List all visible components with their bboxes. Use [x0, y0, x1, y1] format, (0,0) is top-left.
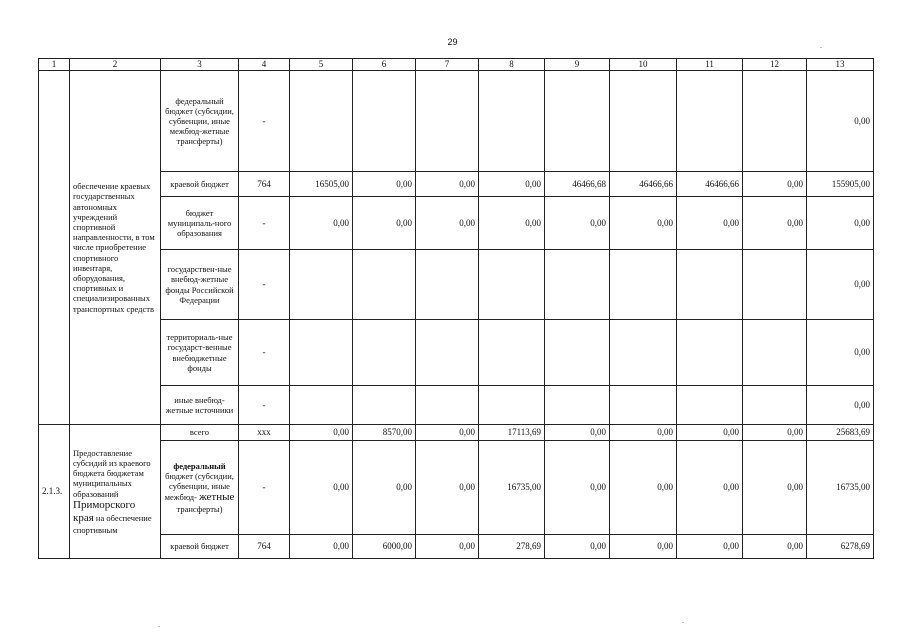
page-number: 29 [447, 37, 458, 47]
value-cell: 0,00 [416, 535, 479, 559]
value-cell [545, 71, 610, 172]
value-cell [610, 320, 677, 386]
table-row [39, 197, 874, 250]
code-cell: - [239, 441, 290, 535]
value-cell [610, 386, 677, 425]
header-cell: 12 [743, 59, 807, 71]
value-cell: 0,00 [677, 425, 743, 441]
header-cell: 8 [479, 59, 545, 71]
value-cell: 0,00 [479, 197, 545, 250]
value-cell [416, 250, 479, 320]
value-cell: 0,00 [677, 535, 743, 559]
value-cell: 0,00 [353, 197, 416, 250]
table-row [39, 172, 874, 197]
funding-source-cell: государствен-ные внебюд-жетные фонды Российской Федерации [161, 250, 239, 320]
header-cell: 1 [39, 59, 70, 71]
funding-source-part: бюджет (субсидии, субвенции, иные межбюд- [164, 470, 234, 503]
value-cell [743, 386, 807, 425]
value-cell [479, 386, 545, 425]
activity-name-region: Приморского края [73, 498, 136, 524]
value-cell: 0,00 [290, 425, 353, 441]
table-row [39, 250, 874, 320]
value-cell [353, 386, 416, 425]
value-cell [479, 71, 545, 172]
value-cell: 0,00 [743, 535, 807, 559]
activity-name-cell: обеспечение краевых государственных автономных учреждений спортивной направленности, в том числе приобретение спортивного инвентаря, оборудования, спортивных и специализированных транспортных средств [70, 71, 161, 425]
funding-source-bold: федеральный [173, 460, 226, 471]
code-cell: 764 [239, 535, 290, 559]
table-row [39, 320, 874, 386]
value-cell: 0,00 [290, 197, 353, 250]
funding-source-cell: иные внебюд-жетные источники [161, 386, 239, 425]
value-cell: 0,00 [416, 441, 479, 535]
value-cell: 278,69 [479, 535, 545, 559]
value-cell: 17113,69 [479, 425, 545, 441]
value-cell: 6000,00 [353, 535, 416, 559]
value-cell: 0,00 [743, 425, 807, 441]
value-cell [545, 250, 610, 320]
value-cell: 0,00 [610, 535, 677, 559]
table-row [39, 71, 874, 172]
funding-source-cell: федеральный бюджет (субсидии, субвенции, иные межбюд-жетные трансферты) [161, 71, 239, 172]
funding-source-cell: бюджет муниципаль-ного образования [161, 197, 239, 250]
header-cell: 11 [677, 59, 743, 71]
value-cell [545, 386, 610, 425]
value-cell: 0,00 [545, 197, 610, 250]
code-cell: - [239, 386, 290, 425]
value-cell [545, 320, 610, 386]
code-cell: 764 [239, 172, 290, 197]
value-cell: 0,00 [353, 172, 416, 197]
value-cell: 0,00 [353, 441, 416, 535]
value-cell: 0,00 [677, 197, 743, 250]
value-cell: 16735,00 [807, 441, 874, 535]
value-cell [677, 71, 743, 172]
header-cell: 4 [239, 59, 290, 71]
value-cell: 0,00 [545, 441, 610, 535]
table-row [39, 535, 874, 559]
value-cell: 46466,68 [545, 172, 610, 197]
header-cell: 7 [416, 59, 479, 71]
funding-source-cell: территориаль-ные государст-венные внебюджетные фонды [161, 320, 239, 386]
value-cell [743, 71, 807, 172]
funding-source-cell: всего [161, 425, 239, 441]
table-row [39, 441, 874, 535]
value-cell [290, 250, 353, 320]
value-cell: 0,00 [545, 425, 610, 441]
value-cell [677, 320, 743, 386]
value-cell: 0,00 [416, 197, 479, 250]
value-cell: 0,00 [807, 320, 874, 386]
value-cell [416, 386, 479, 425]
value-cell [416, 320, 479, 386]
value-cell: 0,00 [677, 441, 743, 535]
value-cell: 0,00 [545, 535, 610, 559]
activity-name-part: на обеспечение спортивным [73, 512, 152, 536]
funding-source-cell: краевой бюджет [161, 172, 239, 197]
value-cell [290, 386, 353, 425]
header-cell: 5 [290, 59, 353, 71]
value-cell: 16735,00 [479, 441, 545, 535]
code-cell: - [239, 250, 290, 320]
scan-speck [682, 622, 684, 623]
activity-name-part: Предоставление субсидий из краевого бюджета бюджетам муниципальных образований [73, 447, 151, 499]
code-cell: ххх [239, 425, 290, 441]
value-cell: 0,00 [290, 441, 353, 535]
header-cell: 6 [353, 59, 416, 71]
value-cell: 0,00 [610, 197, 677, 250]
value-cell [743, 250, 807, 320]
value-cell: 25683,69 [807, 425, 874, 441]
value-cell [353, 250, 416, 320]
value-cell: 8570,00 [353, 425, 416, 441]
scan-speck [820, 47, 822, 48]
value-cell: 0,00 [807, 71, 874, 172]
value-cell: 0,00 [416, 172, 479, 197]
value-cell: 0,00 [807, 197, 874, 250]
value-cell [610, 71, 677, 172]
table-row [39, 386, 874, 425]
value-cell: 0,00 [743, 197, 807, 250]
value-cell [353, 320, 416, 386]
value-cell: 155905,00 [807, 172, 874, 197]
table-row [39, 425, 874, 441]
value-cell: 0,00 [807, 250, 874, 320]
code-cell: - [239, 320, 290, 386]
value-cell [677, 250, 743, 320]
item-number-cell [39, 71, 70, 425]
funding-source-cell [161, 441, 239, 535]
header-cell: 10 [610, 59, 677, 71]
value-cell [479, 320, 545, 386]
funding-source-part: трансферты) [176, 504, 223, 515]
value-cell: 16505,00 [290, 172, 353, 197]
code-cell: - [239, 197, 290, 250]
value-cell: 0,00 [416, 425, 479, 441]
header-cell: 2 [70, 59, 161, 71]
item-number-cell: 2.1.3. [39, 425, 70, 559]
value-cell [416, 71, 479, 172]
activity-name-cell [70, 425, 161, 559]
value-cell [743, 320, 807, 386]
header-cell: 9 [545, 59, 610, 71]
funding-source-cell: краевой бюджет [161, 535, 239, 559]
code-cell: - [239, 71, 290, 172]
value-cell: 46466,66 [677, 172, 743, 197]
value-cell: 0,00 [743, 441, 807, 535]
value-cell: 0,00 [610, 425, 677, 441]
value-cell: 0,00 [479, 172, 545, 197]
value-cell [610, 250, 677, 320]
value-cell: 46466,66 [610, 172, 677, 197]
value-cell: 0,00 [290, 535, 353, 559]
value-cell [479, 250, 545, 320]
value-cell [290, 71, 353, 172]
value-cell: 0,00 [743, 172, 807, 197]
funding-source-big: жетные [199, 491, 235, 504]
header-row [39, 59, 874, 71]
value-cell [677, 386, 743, 425]
header-cell: 13 [807, 59, 874, 71]
value-cell: 0,00 [610, 441, 677, 535]
header-cell: 3 [161, 59, 239, 71]
value-cell: 6278,69 [807, 535, 874, 559]
value-cell: 0,00 [807, 386, 874, 425]
scan-speck [158, 626, 160, 627]
budget-table [38, 58, 874, 559]
value-cell [290, 320, 353, 386]
value-cell [353, 71, 416, 172]
